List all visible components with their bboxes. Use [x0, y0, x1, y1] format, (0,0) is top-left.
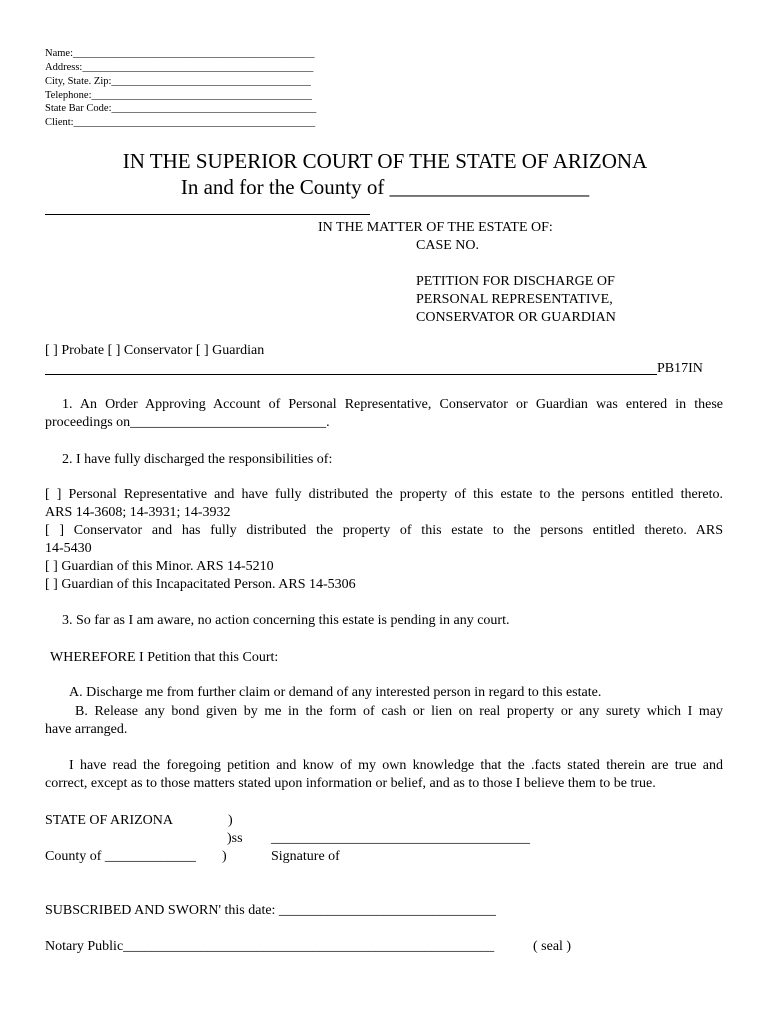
caption-divider [45, 214, 370, 215]
county-line: In and for the County of ___________________ [180, 175, 590, 199]
notary-public-line: Notary Public_____________________________________________________ [45, 939, 495, 954]
venue-ss: )ss [227, 831, 243, 846]
paragraph-1-line-2: proceedings on____________________________. [45, 415, 330, 430]
address-field-line: Address:____________________________________________ [45, 62, 314, 73]
petition-title-line-1: PETITION FOR DISCHARGE OF [416, 274, 615, 289]
form-code: PB17IN [657, 361, 703, 376]
request-b-line-1: B. Release any bond given by me in the form of cash or lien on real property or any surety which I may [75, 704, 723, 719]
wherefore-clause: WHEREFORE I Petition that this Court: [50, 650, 279, 665]
state-bar-code-field-line: State Bar Code:_______________________________________ [45, 103, 317, 114]
option-conservator: [ ] Conservator and has fully distributed the property of this estate to the persons entitled thereto. ARS [45, 523, 723, 538]
seal-label: ( seal ) [533, 939, 572, 954]
petition-title-line-2: PERSONAL REPRESENTATIVE, [416, 292, 613, 307]
option-conservator-statute: 14-5430 [45, 541, 92, 556]
signature-label: Signature of [271, 849, 340, 864]
case-number-label: CASE NO. [416, 238, 480, 253]
estate-of-label: IN THE MATTER OF THE ESTATE OF: [318, 220, 553, 235]
client-field-line: Client:______________________________________________ [45, 117, 316, 128]
petition-title-line-3: CONSERVATOR OR GUARDIAN [416, 310, 616, 325]
telephone-field-line: Telephone:__________________________________________ [45, 90, 312, 101]
venue-county: County of _____________ [45, 849, 196, 864]
option-personal-representative-statutes: ARS 14-3608; 14-3931; 14-3932 [45, 505, 231, 520]
verification-line-1: I have read the foregoing petition and know of my own knowledge that the .facts stated therein are true and [69, 758, 723, 773]
paragraph-1-line-1: 1. An Order Approving Account of Personal Representative, Conservator or Guardian was entered in these [62, 397, 723, 412]
venue-paren-2: ) [222, 849, 227, 864]
name-field-line: Name:______________________________________________ [45, 48, 315, 59]
request-b-line-2: have arranged. [45, 722, 128, 737]
signature-line: _____________________________________ [271, 831, 530, 846]
paragraph-3: 3. So far as I am aware, no action concerning this estate is pending in any court. [62, 613, 510, 628]
subscribed-and-sworn: SUBSCRIBED AND SWORN' this date: _______________________________ [45, 903, 496, 918]
option-guardian-incapacitated: [ ] Guardian of this Incapacitated Person. ARS 14-5306 [45, 577, 356, 592]
option-personal-representative: [ ] Personal Representative and have fully distributed the property of this estate to the persons entitled thereto. [45, 487, 723, 502]
paragraph-2: 2. I have fully discharged the responsibilities of: [62, 452, 333, 467]
option-guardian-minor: [ ] Guardian of this Minor. ARS 14-5210 [45, 559, 274, 574]
venue-paren-1: ) [228, 813, 233, 828]
venue-state: STATE OF ARIZONA [45, 813, 173, 828]
court-title: IN THE SUPERIOR COURT OF THE STATE OF ARIZONA [122, 149, 648, 173]
form-code-divider [45, 374, 657, 375]
verification-line-2: correct, except as to those matters stated upon information or belief, and as to those I believe them to be true. [45, 776, 656, 791]
city-state-zip-field-line: City, State. Zip:______________________________________ [45, 76, 311, 87]
request-a: A. Discharge me from further claim or demand of any interested person in regard to this estate. [69, 685, 602, 700]
case-type-checkboxes: [ ] Probate [ ] Conservator [ ] Guardian [45, 343, 265, 358]
